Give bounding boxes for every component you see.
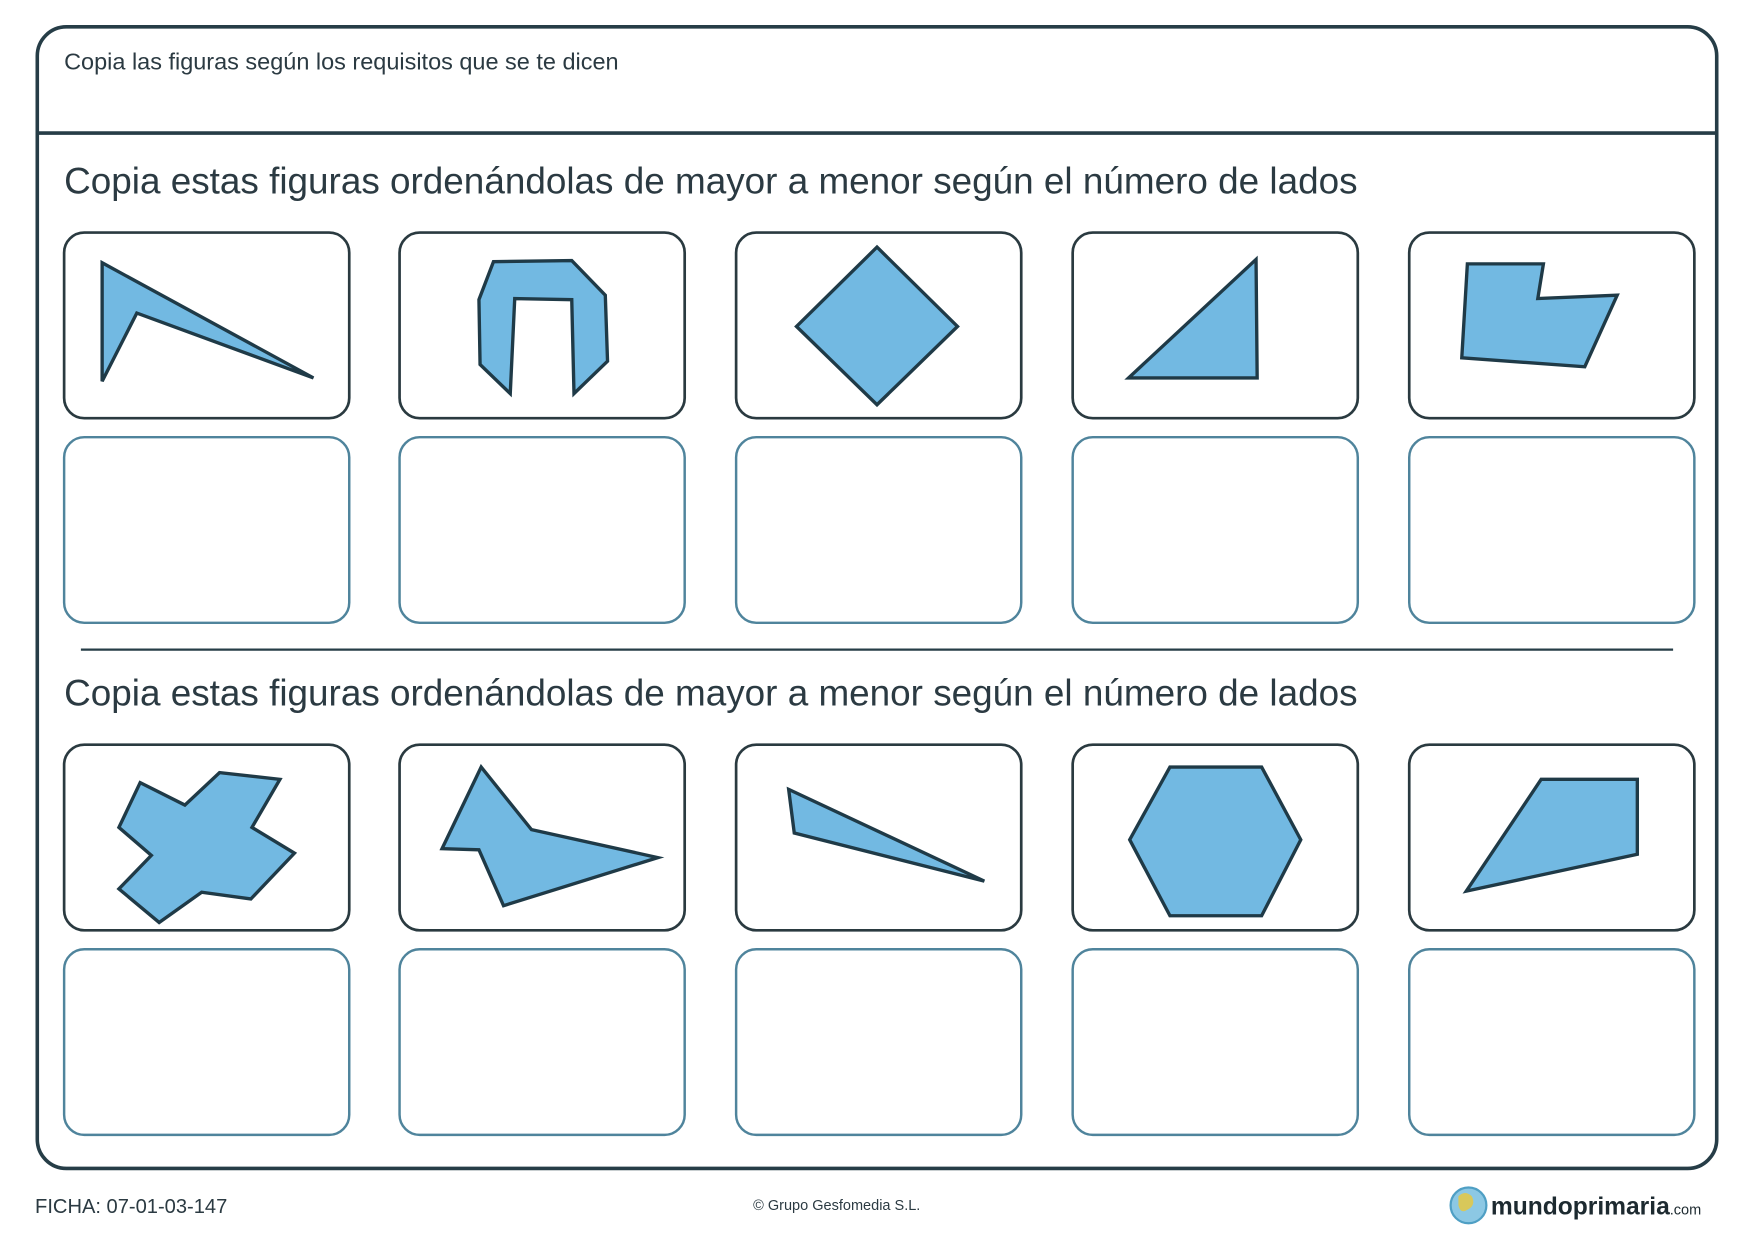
logo-text: mundoprimaria [1490,1193,1670,1221]
answer-box[interactable] [400,437,685,623]
answer-box[interactable] [1073,437,1358,623]
logo-suffix: .com [1669,1202,1702,1219]
copyright: © Grupo Gesfomedia S.L. [753,1197,921,1214]
mundoprimaria-logo [1451,1187,1702,1223]
answer-box[interactable] [64,437,349,623]
ficha-code: FICHA: 07-01-03-147 [35,1196,228,1219]
answer-box[interactable] [1409,437,1694,623]
answer-box[interactable] [736,437,1021,623]
answer-box[interactable] [1409,949,1694,1135]
answer-box[interactable] [736,949,1021,1135]
answer-box[interactable] [1073,949,1358,1135]
section-1-title: Copia estas figuras ordenándolas de mayor a menor según el número de lados [64,160,1358,202]
section-2-title: Copia estas figuras ordenándolas de mayor a menor según el número de lados [64,672,1358,714]
header-instruction: Copia las figuras según los requisitos que se te dicen [64,48,619,75]
logo-wordmark [1491,1193,1701,1220]
answer-box[interactable] [64,949,349,1135]
answer-box[interactable] [400,949,685,1135]
